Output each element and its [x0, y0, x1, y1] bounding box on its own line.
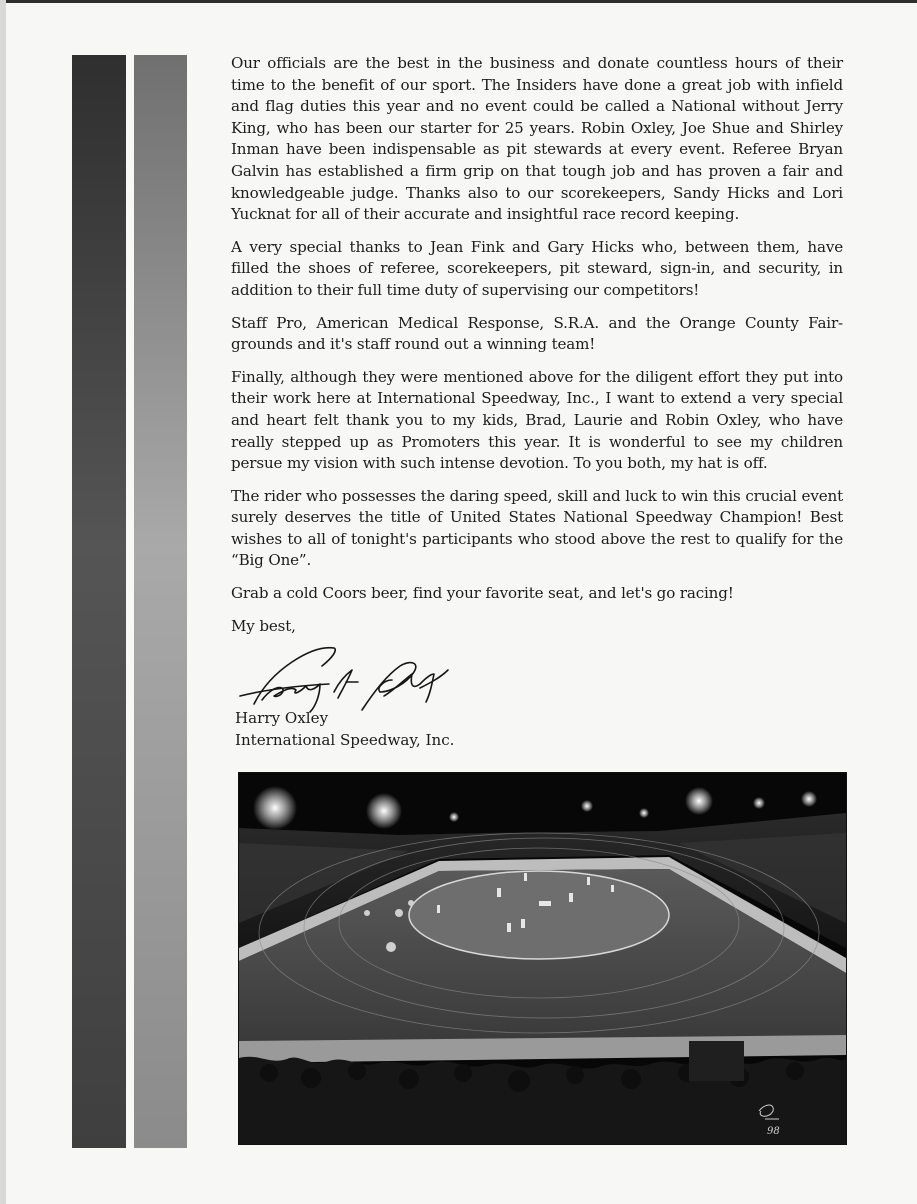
- decorative-bar-light: [134, 55, 187, 1148]
- paragraph-rider: The rider who possesses the daring speed, skill and luck to win this crucial event surely deserves the title of United States National Speedway Champion! Best wishes to all of tonight's participants who stood above the rest to qualify for the “Big One”.: [231, 486, 843, 570]
- photo-artist-mark: 98: [767, 1126, 780, 1137]
- signatory-name: Harry Oxley: [235, 709, 329, 727]
- paragraph-family: Finally, although they were mentioned above for the diligent effort they put into their work here at International Speedway, Inc., I want to extend a very special and heart felt thank you to my kids, Brad, Laurie and Robin Oxley, who have really stepped up as Promoters this year. It is wonderful to see my children persue my vision with such intense devotion. To you both, my hat is off.: [231, 367, 843, 473]
- paragraph-staff: Staff Pro, American Medical Response, S.R.A. and the Orange County Fair-grounds and it's staff round out a winning team!: [231, 313, 843, 354]
- page-top-edge: [0, 0, 917, 3]
- paragraph-officials: Our officials are the best in the business and donate countless hours of their time to the benefit of our sport. The Insiders have done a great job with infield and flag duties this year and no event could be called a National without Jerry King, who has been our starter for 25 years. Robin Oxley, Joe Shue and Shirley Inman have been indispensable as pit stewards at every event. Referee Bryan Galvin has established a firm grip on that tough job and has proven a fair and knowledgeable judge. Thanks also to our scorekeepers, Sandy Hicks and Lori Yucknat for all of their accurate and insightful race record keeping.: [231, 54, 843, 224]
- signature-block: [234, 640, 534, 752]
- letter-body: [231, 53, 843, 648]
- paragraph-special-thanks: A very special thanks to Jean Fink and Gary Hicks who, between them, have filled the shoes of referee, scorekeepers, pit steward, sign-in, and security, in addition to their full time duty of supervising our competitors!: [231, 237, 843, 299]
- signatory-company: International Speedway, Inc.: [235, 731, 455, 749]
- page-left-edge: [0, 0, 6, 1204]
- closing-salutation: My best,: [231, 616, 296, 635]
- speedway-stadium-photo: [238, 772, 847, 1145]
- paragraph-racing: Grab a cold Coors beer, find your favorite seat, and let's go racing!: [231, 584, 734, 603]
- decorative-bar-dark: [72, 55, 126, 1148]
